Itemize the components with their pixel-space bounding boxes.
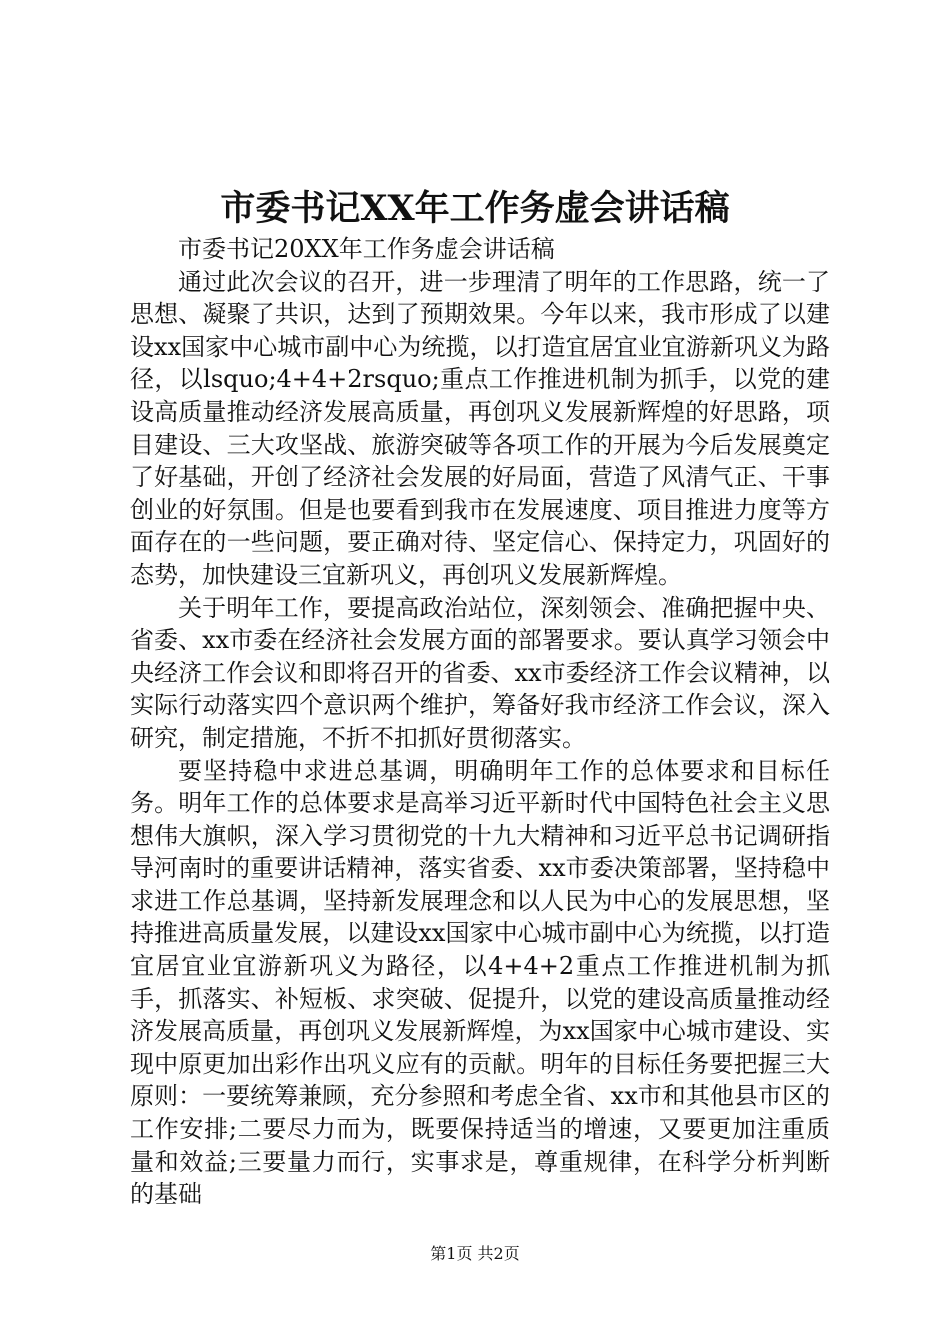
paragraph-subtitle: 市委书记20XX年工作务虚会讲话稿	[178, 235, 555, 263]
document-title: 市委书记XX年工作务虚会讲话稿	[220, 188, 730, 229]
page-number-footer: 第1页 共2页	[430, 1244, 520, 1263]
paragraph: 通过此次会议的召开，进一步理清了明年的工作思路，统一了思想、凝聚了共识，达到了预期效果。今年以来，我市形成了以建设xx国家中心城市副中心为统揽，以打造宜居宜业宜游新巩义为路径，以lsquo;4+4+2rsquo;重点工作推进机制为抓手，以党的建设高质量推动经济发展高质量，再创巩义发展新辉煌的好思路，项目建设、三大攻坚战、旅游突破等各项工作的开展为今后发展奠定了好基础，开创了经济社会发展的好局面，营造了风清气正、干事创业的好氛围。但是也要看到我市在发展速度、项目推进力度等方面存在的一些问题，要正确对待、坚定信心、保持定力，巩固好的态势，加快建设三宜新巩义，再创巩义发展新辉煌。	[130, 267, 830, 589]
document-body	[130, 233, 830, 1211]
paragraph: 关于明年工作，要提高政治站位，深刻领会、准确把握中央、省委、xx市委在经济社会发展方面的部署要求。要认真学习领会中央经济工作会议和即将召开的省委、xx市委经济工作会议精神，以实际行动落实四个意识两个维护，筹备好我市经济工作会议，深入研究，制定措施，不折不扣抓好贯彻落实。	[130, 593, 830, 752]
paragraph: 要坚持稳中求进总基调，明确明年工作的总体要求和目标任务。明年工作的总体要求是高举习近平新时代中国特色社会主义思想伟大旗帜，深入学习贯彻党的十九大精神和习近平总书记调研指导河南时的重要讲话精神，落实省委、xx市委决策部署，坚持稳中求进工作总基调，坚持新发展理念和以人民为中心的发展思想，坚持推进高质量发展，以建设xx国家中心城市副中心为统揽，以打造宜居宜业宜游新巩义为路径，以4+4+2重点工作推进机制为抓手，抓落实、补短板、求突破、促提升，以党的建设高质量推动经济发展高质量，再创巩义发展新辉煌，为xx国家中心城市建设、实现中原更加出彩作出巩义应有的贡献。明年的目标任务要把握三大原则：一要统筹兼顾，充分参照和考虑全省、xx市和其他县市区的工作安排;二要尽力而为，既要保持适当的增速，又要更加注重质量和效益;三要量力而行，实事求是，尊重规律，在科学分析判断的基础	[130, 756, 830, 1209]
